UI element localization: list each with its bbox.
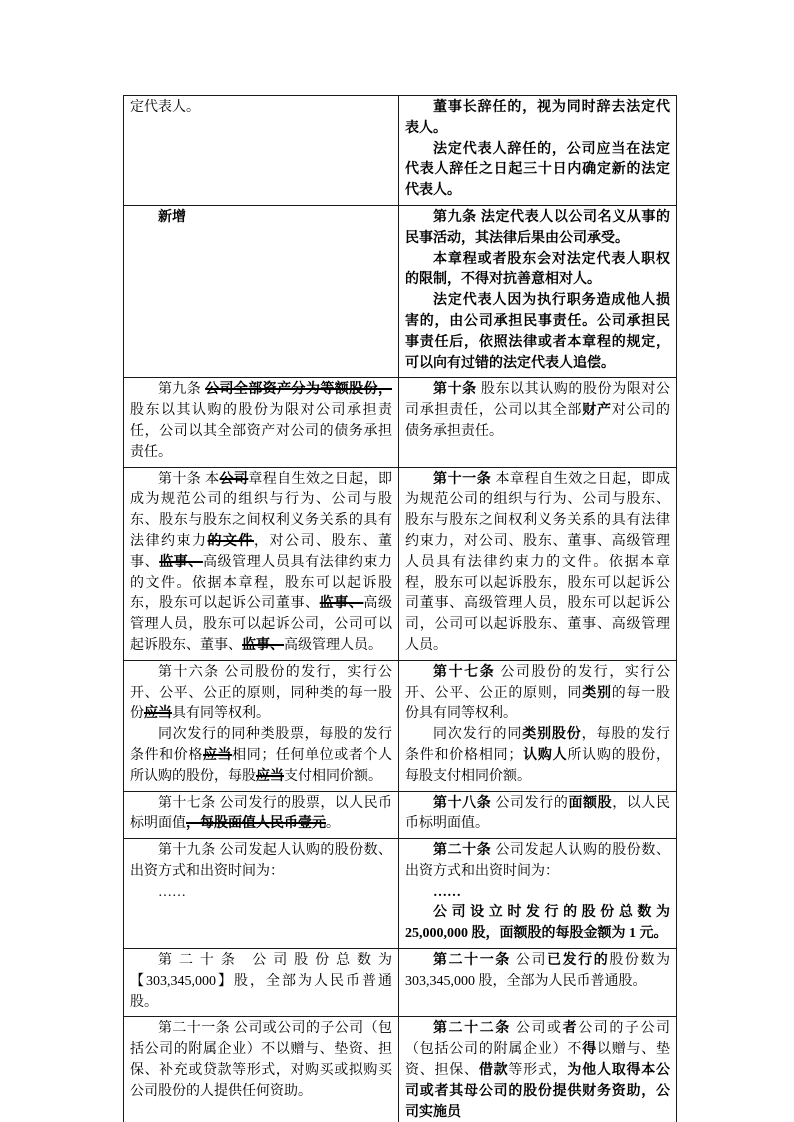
emphasized-text: 法定代表人因为执行职务造成他人损害的，由公司承担民事责任。公司承担民事责任后，依照法律或者本章程的规定，可以向有过错的法定代表人追偿。 xyxy=(405,293,670,371)
emphasized-text: 第二十一条 xyxy=(433,953,511,969)
table-row xyxy=(124,1017,677,1122)
body-text: ，以人民币标明面值。 xyxy=(405,795,670,832)
emphasized-text: 第十一条 xyxy=(433,471,492,487)
body-text: 第十七条 公司发行的股票，以人民币标明面值 xyxy=(130,795,392,832)
new-clause-cell xyxy=(399,205,677,377)
body-text: 章程自生效之日起，即成为规范公司的组织与行为、公司与股东、股东与股东之间权利义务关系的具有法律约束力 xyxy=(130,471,392,549)
emphasized-text: 认购人 xyxy=(522,747,568,763)
emphasized-text: 第十条 xyxy=(433,382,477,398)
paragraph xyxy=(405,951,670,993)
body-text: 高级管理人员。 xyxy=(284,637,382,653)
body-text: 相同；任何单位或者个人所认购的股份，每股 xyxy=(130,747,393,784)
emphasized-text: 面额股 xyxy=(568,795,613,811)
body-text: 公司发起人认购的股份数、出资方式和出资时间为： xyxy=(405,843,670,879)
table-row xyxy=(124,378,677,467)
body-text: 定代表人。 xyxy=(130,100,200,115)
emphasized-text: 财产 xyxy=(582,403,612,419)
body-text: 第十条 本 xyxy=(158,471,220,487)
paragraph xyxy=(405,841,670,883)
paragraph xyxy=(130,841,392,883)
emphasized-text: 公司设立时发行的股份总数为 25,000,000 股，面额股的每股金额为 1 元。 xyxy=(405,905,670,942)
table-row xyxy=(124,949,677,1017)
emphasized-text: 借款 xyxy=(478,1063,509,1079)
table-row xyxy=(124,96,677,206)
body-text: 公司或 xyxy=(510,1021,563,1037)
deleted-text: 应当 xyxy=(256,768,284,784)
body-text: 股份数为 303,345,000 股，全部为人民币普通股。 xyxy=(405,953,671,989)
table-row xyxy=(124,839,677,949)
new-clause-cell xyxy=(399,1017,677,1122)
body-text: 第二十条 公司股份总数为【303,345,000】股，全部为人民币普通股。 xyxy=(130,953,392,1010)
old-clause-cell xyxy=(124,96,399,206)
paragraph xyxy=(405,140,670,202)
emphasized-text: 第十七条 xyxy=(433,664,496,680)
emphasized-text: 类别股份 xyxy=(522,727,582,743)
body-text: 第十六条 公司股份的发行，实行公开、公平、公正的原则，同种类的每一股份 xyxy=(130,664,392,722)
body-text: 对公司的债务承担责任。 xyxy=(405,403,671,439)
paragraph xyxy=(405,663,670,725)
paragraph xyxy=(130,208,392,229)
body-text: 高级管理人员，股东可以起诉公司，公司可以起诉股东、董事、 xyxy=(130,596,393,653)
paragraph xyxy=(130,1019,392,1102)
new-clause-cell xyxy=(399,839,677,949)
emphasized-text: 第九条 法定代表人以公司名义从事的民事活动，其法律后果由公司承受。 xyxy=(405,209,670,246)
deleted-text: 的文件 xyxy=(207,533,254,549)
body-text: 支付相同价额。 xyxy=(284,768,382,784)
table-row xyxy=(124,660,677,791)
paragraph xyxy=(130,794,392,836)
body-text: 公司发行的 xyxy=(491,795,569,811)
body-text: 以赠与、垫资、担保、 xyxy=(405,1042,671,1079)
body-text: …… xyxy=(158,884,186,900)
deleted-text: 应当 xyxy=(144,706,172,722)
body-text: 具有同等权利。 xyxy=(172,706,270,722)
emphasized-text: 法定代表人辞任的，公司应当在法定代表人辞任之日起三十日内确定新的法定代表人。 xyxy=(405,141,670,199)
emphasized-text: 者 xyxy=(562,1021,579,1037)
new-clause-cell xyxy=(399,378,677,467)
body-text: ，每股的发行条件和价格相同； xyxy=(405,727,671,763)
body-text: 。 xyxy=(326,816,340,832)
deleted-text: 公司全部资产分为等额股份， xyxy=(205,382,392,398)
body-text: 公司股份的发行，实行公开、公平、公正的原则，同 xyxy=(405,664,671,701)
body-text: 所认购的股份，每股支付相同价额。 xyxy=(405,747,671,784)
body-text: 第二十一条 公司或公司的子公司（包括公司的附属企业）不以赠与、垫资、担保、补充或贷款等形式，对购买或拟购买公司股份的人提供任何资助。 xyxy=(130,1021,392,1099)
body-text: 第九条 xyxy=(158,382,206,398)
emphasized-text: 第二十二条 xyxy=(433,1021,511,1037)
body-text: 第十九条 公司发起人认购的股份数、出资方式和出资时间为： xyxy=(130,843,392,879)
paragraph xyxy=(130,725,392,787)
new-clause-cell xyxy=(399,949,677,1017)
table-row xyxy=(124,467,677,660)
table-row xyxy=(124,791,677,839)
emphasized-text: 第二十条 xyxy=(433,843,492,859)
paragraph xyxy=(130,951,392,1013)
paragraph xyxy=(130,98,392,119)
paragraph xyxy=(405,291,670,374)
paragraph xyxy=(405,470,670,657)
paragraph xyxy=(405,1019,670,1122)
deleted-text: ，每股面值人民币壹元 xyxy=(186,816,326,832)
paragraph xyxy=(130,883,392,904)
emphasized-text: 已发行的 xyxy=(547,953,610,969)
body-text: 等形式， xyxy=(508,1063,568,1079)
paragraph xyxy=(405,883,670,904)
body-text: 公司 xyxy=(510,953,548,969)
paragraph xyxy=(130,663,392,725)
body-text: 同次发行的同 xyxy=(433,727,523,743)
body-text: 高级管理人员具有法律约束力的文件。依据本章程，股东可以起诉股东，股东可以起诉公司董事、 xyxy=(130,554,393,612)
table-row xyxy=(124,205,677,377)
body-text: 公司的子公司（包括公司的附属企业）不 xyxy=(405,1021,671,1058)
old-clause-cell xyxy=(124,660,399,791)
new-clause-cell xyxy=(399,791,677,839)
emphasized-text: …… xyxy=(433,884,461,900)
emphasized-text: 第十八条 xyxy=(433,795,492,811)
paragraph xyxy=(405,98,670,140)
emphasized-text: 本章程或者股东会对法定代表人职权的限制，不得对抗善意相对人。 xyxy=(405,251,670,288)
old-clause-cell xyxy=(124,839,399,949)
old-clause-cell xyxy=(124,467,399,660)
paragraph xyxy=(130,380,392,463)
deleted-text: 监事、 xyxy=(242,637,284,653)
old-clause-cell xyxy=(124,949,399,1017)
paragraph xyxy=(405,903,670,945)
emphasized-text: 类别 xyxy=(582,685,612,701)
deleted-text: 监事、 xyxy=(319,596,364,612)
comparison-table xyxy=(123,95,677,1122)
old-clause-cell xyxy=(124,1017,399,1122)
body-text: 同次发行的同种类股票，每股的发行条件和价格 xyxy=(130,727,392,763)
emphasized-text: 得 xyxy=(582,1042,597,1058)
new-clause-cell xyxy=(399,96,677,206)
emphasized-text: 董事长辞任的，视为同时辞去法定代表人。 xyxy=(405,100,670,136)
body-text: ，对公司、股东、董事、 xyxy=(130,533,392,570)
paragraph xyxy=(130,470,392,657)
body-text: 的每一股份具有同等权利。 xyxy=(405,685,671,722)
new-clause-cell xyxy=(399,467,677,660)
old-clause-cell xyxy=(124,205,399,377)
emphasized-text: 新增 xyxy=(158,209,186,225)
old-clause-cell xyxy=(124,791,399,839)
paragraph xyxy=(405,725,670,787)
body-text: 股东以其认购的股份为限对公司承担责任，公司以其全部 xyxy=(405,382,670,419)
old-clause-cell xyxy=(124,378,399,467)
emphasized-text: 为他人取得本公司或者其母公司的股份提供财务资助，公司实施员 xyxy=(405,1063,671,1120)
deleted-text: 公司 xyxy=(219,471,249,487)
body-text: 本章程自生效之日起，即成为规范公司的组织与行为、公司与股东、股东与股东之间权利义务关系的具有法律约束力，对公司、股东、董事、高级管理人员具有法律约束力的文件。依据本章程，股东可以起诉股东，股东可以起诉公司董事、高级管理人员，股东可以起诉公司，公司可以起诉股东、董事、高级管理人员。 xyxy=(405,471,670,653)
new-clause-cell xyxy=(399,660,677,791)
paragraph xyxy=(405,208,670,250)
paragraph xyxy=(405,250,670,292)
paragraph xyxy=(405,380,670,442)
body-text: 股东以其认购的股份为限对公司承担责任，公司以其全部资产对公司的债务承担责任。 xyxy=(130,403,392,460)
deleted-text: 监事、 xyxy=(159,554,203,570)
paragraph xyxy=(405,794,670,836)
deleted-text: 应当 xyxy=(202,747,233,763)
